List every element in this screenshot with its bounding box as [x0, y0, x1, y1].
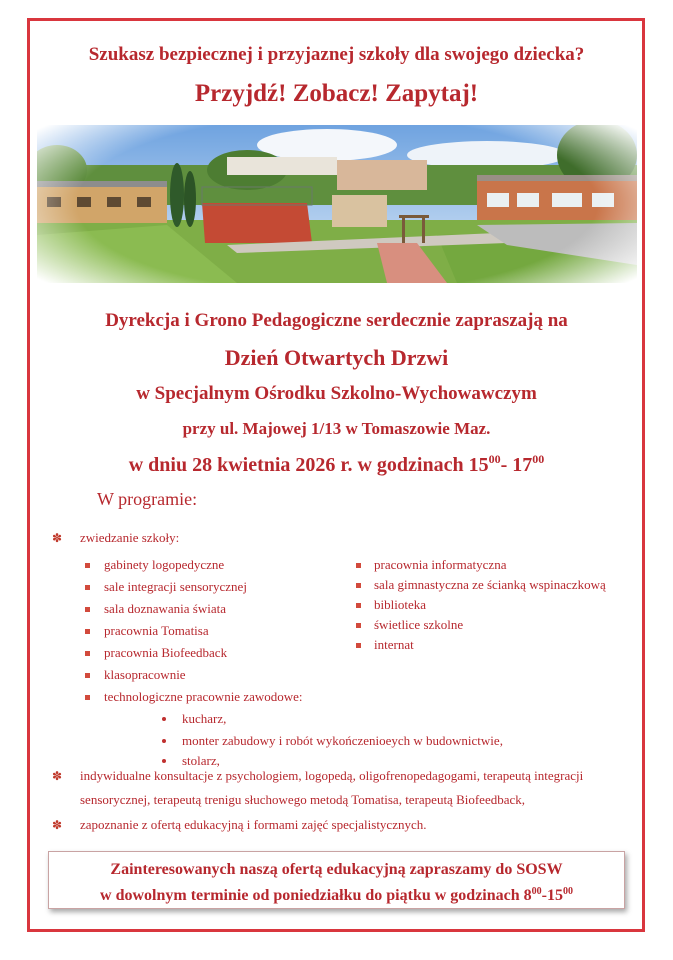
contact-box [48, 851, 625, 909]
list-item: technologiczne pracownie zawodowe: [104, 689, 303, 704]
square-bullet-icon [356, 583, 361, 588]
round-bullet-icon [162, 759, 166, 763]
flower-bullet-icon: ✽ [52, 769, 63, 783]
round-bullet-icon [162, 717, 166, 721]
contact-line1: Zainteresowanych naszą ofertą edukacyjną zapraszamy do SOSW [110, 861, 563, 878]
list-item: internat [374, 637, 414, 652]
list-item: pracownia Tomatisa [104, 623, 209, 638]
time-start-minutes: 00 [488, 452, 501, 466]
event-date-text: w dniu 28 kwietnia 2026 r. w godzinach 15 [128, 454, 489, 476]
round-bullet-icon [162, 739, 166, 743]
square-bullet-icon [356, 563, 361, 568]
square-bullet-icon [85, 673, 90, 678]
square-bullet-icon [85, 607, 90, 612]
square-bullet-icon [85, 629, 90, 634]
time-end-minutes: 00 [532, 452, 545, 466]
invitation-line: Dyrekcja i Grono Pedagogiczne serdecznie zapraszają na [105, 310, 568, 331]
program-heading: W programie: [97, 489, 198, 509]
square-bullet-icon [356, 603, 361, 608]
list-item: pracownia informatyczna [374, 557, 507, 572]
vocational-item: kucharz, [182, 711, 227, 726]
time-separator: - 17 [500, 454, 533, 476]
square-bullet-icon [85, 651, 90, 656]
square-bullet-icon [85, 695, 90, 700]
contact-line2 [49, 881, 624, 907]
list-item: świetlice szkolne [374, 617, 464, 632]
vocational-item: monter zabudowy i robót wykończenioeych w budownictwie, [182, 733, 503, 748]
header-slogan: Przyjdź! Zobacz! Zapytaj! [194, 80, 479, 107]
list-item: pracownia Biofeedback [104, 645, 228, 660]
event-title: Dzień Otwartych Drzwi [224, 345, 449, 370]
header-question: Szukasz bezpiecznej i przyjaznej szkoły dla swojego dziecka? [88, 44, 585, 65]
list-item: gabinety logopedyczne [104, 557, 225, 572]
vocational-item: stolarz, [182, 753, 220, 768]
flower-bullet-icon: ✽ [52, 818, 63, 832]
hours-end-minutes: 00 [562, 886, 573, 897]
list-item: klasopracownie [104, 667, 186, 682]
square-bullet-icon [356, 643, 361, 648]
list-item: sale integracji sensorycznej [104, 579, 247, 594]
square-bullet-icon [85, 585, 90, 590]
tour-label: zwiedzanie szkoły: [80, 530, 180, 545]
square-bullet-icon [356, 623, 361, 628]
flower-bullet-icon: ✽ [52, 531, 63, 545]
list-item: biblioteka [374, 597, 426, 612]
event-address: przy ul. Majowej 1/13 w Tomaszowie Maz. [182, 419, 491, 438]
contact-hours-text: w dowolnym terminie od poniedziałku do piątku w godzinach 8 [100, 887, 532, 904]
square-bullet-icon [85, 563, 90, 568]
list-item: sala gimnastyczna ze ścianką wspinaczkową [374, 577, 606, 592]
event-place: w Specjalnym Ośrodku Szkolno-Wychowawczym [136, 383, 537, 404]
list-item: sala doznawania świata [104, 601, 227, 616]
hours-start-minutes: 00 [531, 886, 542, 897]
hours-separator: -15 [541, 887, 563, 904]
consult-text-line1: indywidualne konsultacje z psychologiem, logopedą, oligofrenopedagogami, terapeutą integracji [80, 768, 584, 783]
consult-text-line2: sensorycznej, terapeutą trenigu słuchowego metodą Tomatisa, terapeutą Biofeedback, [80, 792, 526, 807]
offer-text: zapoznanie z ofertą edukacyjną i formami zajęć specjalistycznych. [80, 817, 427, 832]
